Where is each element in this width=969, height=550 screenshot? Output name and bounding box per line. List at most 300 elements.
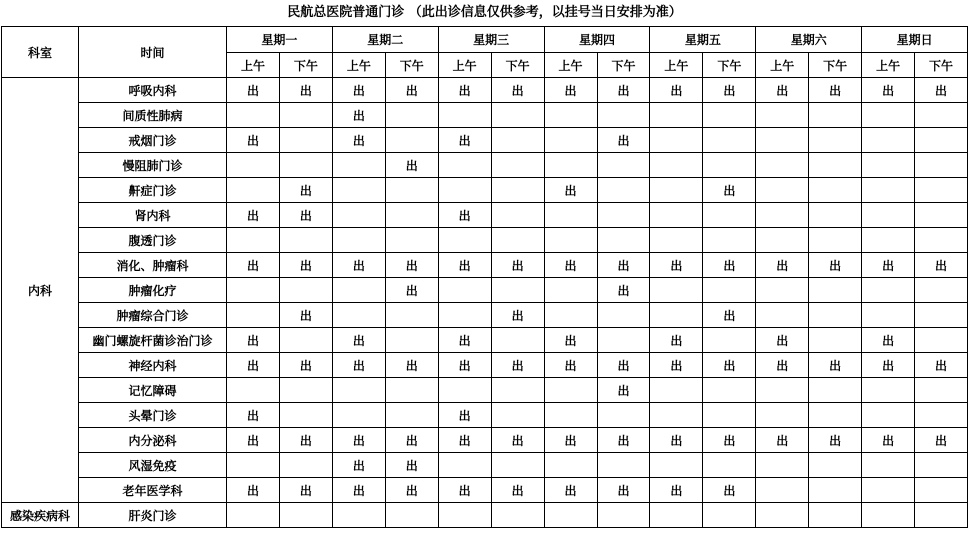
schedule-slot-cell: 出	[597, 378, 650, 403]
morning-header: 上午	[438, 53, 491, 78]
clinic-name-cell: 头晕门诊	[79, 403, 227, 428]
schedule-slot-cell: 出	[597, 478, 650, 503]
schedule-slot-cell	[862, 128, 915, 153]
schedule-slot-cell	[491, 203, 544, 228]
schedule-slot-cell	[332, 303, 385, 328]
schedule-slot-cell	[385, 378, 438, 403]
table-row	[2, 453, 968, 478]
day-header: 星期三	[438, 27, 544, 53]
afternoon-header: 下午	[385, 53, 438, 78]
schedule-slot-cell	[491, 328, 544, 353]
schedule-slot-cell: 出	[438, 428, 491, 453]
clinic-name-cell: 鼾症门诊	[79, 178, 227, 203]
schedule-slot-cell	[915, 103, 968, 128]
schedule-slot-cell	[809, 478, 862, 503]
schedule-slot-cell: 出	[915, 78, 968, 103]
schedule-slot-cell	[332, 403, 385, 428]
schedule-slot-cell	[597, 103, 650, 128]
schedule-slot-cell: 出	[544, 353, 597, 378]
schedule-slot-cell	[227, 103, 280, 128]
schedule-slot-cell: 出	[597, 253, 650, 278]
schedule-slot-cell: 出	[491, 78, 544, 103]
schedule-slot-cell	[385, 228, 438, 253]
schedule-slot-cell: 出	[491, 253, 544, 278]
schedule-slot-cell: 出	[385, 453, 438, 478]
schedule-slot-cell	[862, 178, 915, 203]
schedule-slot-cell	[544, 453, 597, 478]
schedule-slot-cell	[809, 453, 862, 478]
clinic-name-cell: 内分泌科	[79, 428, 227, 453]
clinic-name-cell: 腹透门诊	[79, 228, 227, 253]
schedule-slot-cell	[385, 203, 438, 228]
schedule-slot-cell	[491, 103, 544, 128]
schedule-slot-cell	[438, 103, 491, 128]
schedule-slot-cell: 出	[650, 478, 703, 503]
schedule-slot-cell: 出	[332, 253, 385, 278]
schedule-slot-cell: 出	[385, 353, 438, 378]
table-row	[2, 303, 968, 328]
schedule-slot-cell	[227, 278, 280, 303]
schedule-slot-cell	[279, 103, 332, 128]
schedule-slot-cell: 出	[279, 78, 332, 103]
schedule-slot-cell	[597, 328, 650, 353]
table-row	[2, 228, 968, 253]
schedule-slot-cell	[756, 453, 809, 478]
day-header: 星期六	[756, 27, 862, 53]
schedule-slot-cell: 出	[650, 253, 703, 278]
schedule-slot-cell: 出	[597, 428, 650, 453]
schedule-slot-cell	[544, 203, 597, 228]
schedule-slot-cell: 出	[915, 428, 968, 453]
schedule-slot-cell	[544, 403, 597, 428]
schedule-slot-cell: 出	[862, 253, 915, 278]
schedule-slot-cell: 出	[862, 428, 915, 453]
schedule-slot-cell	[756, 153, 809, 178]
schedule-slot-cell	[703, 403, 756, 428]
schedule-slot-cell	[385, 328, 438, 353]
schedule-slot-cell	[809, 128, 862, 153]
schedule-slot-cell	[703, 378, 756, 403]
schedule-slot-cell: 出	[491, 478, 544, 503]
clinic-name-cell: 消化、肿瘤科	[79, 253, 227, 278]
schedule-slot-cell: 出	[332, 353, 385, 378]
schedule-slot-cell	[332, 378, 385, 403]
table-row	[2, 478, 968, 503]
table-row	[2, 353, 968, 378]
clinic-name-cell: 记忆障碍	[79, 378, 227, 403]
schedule-slot-cell: 出	[703, 478, 756, 503]
schedule-slot-cell	[650, 378, 703, 403]
schedule-slot-cell	[809, 503, 862, 528]
schedule-slot-cell: 出	[279, 303, 332, 328]
schedule-slot-cell	[862, 228, 915, 253]
schedule-slot-cell: 出	[650, 78, 703, 103]
table-row	[2, 178, 968, 203]
schedule-slot-cell	[279, 278, 332, 303]
schedule-slot-cell: 出	[915, 353, 968, 378]
schedule-slot-cell	[227, 153, 280, 178]
schedule-slot-cell: 出	[438, 328, 491, 353]
schedule-slot-cell	[650, 128, 703, 153]
schedule-slot-cell	[491, 453, 544, 478]
schedule-slot-cell: 出	[385, 428, 438, 453]
schedule-slot-cell	[915, 403, 968, 428]
afternoon-header: 下午	[491, 53, 544, 78]
schedule-slot-cell	[279, 503, 332, 528]
schedule-slot-cell	[332, 178, 385, 203]
schedule-slot-cell	[438, 453, 491, 478]
schedule-slot-cell	[332, 203, 385, 228]
schedule-slot-cell: 出	[438, 78, 491, 103]
schedule-slot-cell: 出	[227, 328, 280, 353]
schedule-slot-cell	[915, 328, 968, 353]
schedule-slot-cell	[227, 503, 280, 528]
schedule-slot-cell: 出	[279, 253, 332, 278]
schedule-slot-cell	[227, 228, 280, 253]
schedule-slot-cell: 出	[756, 353, 809, 378]
schedule-slot-cell	[491, 503, 544, 528]
table-row	[2, 153, 968, 178]
schedule-slot-cell: 出	[544, 328, 597, 353]
schedule-slot-cell: 出	[227, 403, 280, 428]
morning-header: 上午	[862, 53, 915, 78]
schedule-slot-cell: 出	[862, 328, 915, 353]
schedule-slot-cell	[809, 278, 862, 303]
department-cell: 感染疾病科	[2, 503, 79, 528]
clinic-schedule-table	[1, 26, 968, 528]
schedule-slot-cell: 出	[650, 328, 703, 353]
table-row	[2, 253, 968, 278]
schedule-slot-cell	[650, 278, 703, 303]
day-header: 星期日	[862, 27, 968, 53]
table-row	[2, 78, 968, 103]
schedule-slot-cell	[703, 503, 756, 528]
schedule-slot-cell: 出	[809, 353, 862, 378]
clinic-name-cell: 老年医学科	[79, 478, 227, 503]
schedule-slot-cell	[385, 103, 438, 128]
clinic-name-cell: 呼吸内科	[79, 78, 227, 103]
schedule-slot-cell	[544, 153, 597, 178]
schedule-slot-cell	[597, 178, 650, 203]
clinic-name-cell: 肝炎门诊	[79, 503, 227, 528]
morning-header: 上午	[227, 53, 280, 78]
schedule-slot-cell	[279, 153, 332, 178]
afternoon-header: 下午	[809, 53, 862, 78]
department-cell: 内科	[2, 78, 79, 503]
schedule-slot-cell: 出	[703, 178, 756, 203]
schedule-slot-cell: 出	[385, 478, 438, 503]
afternoon-header: 下午	[915, 53, 968, 78]
schedule-slot-cell	[544, 128, 597, 153]
schedule-slot-cell: 出	[703, 78, 756, 103]
schedule-slot-cell	[597, 203, 650, 228]
schedule-slot-cell	[650, 103, 703, 128]
clinic-name-cell: 幽门螺旋杆菌诊治门诊	[79, 328, 227, 353]
schedule-slot-cell	[756, 378, 809, 403]
schedule-slot-cell: 出	[544, 78, 597, 103]
morning-header: 上午	[650, 53, 703, 78]
schedule-slot-cell	[915, 478, 968, 503]
schedule-slot-cell	[915, 378, 968, 403]
schedule-slot-cell	[597, 403, 650, 428]
schedule-slot-cell	[438, 178, 491, 203]
schedule-slot-cell: 出	[332, 478, 385, 503]
dept-header: 科室	[2, 27, 79, 78]
schedule-slot-cell: 出	[438, 403, 491, 428]
clinic-name-cell: 肿瘤综合门诊	[79, 303, 227, 328]
schedule-slot-cell: 出	[809, 428, 862, 453]
time-header: 时间	[79, 27, 227, 78]
schedule-slot-cell	[915, 303, 968, 328]
schedule-slot-cell	[385, 403, 438, 428]
schedule-slot-cell: 出	[650, 428, 703, 453]
schedule-slot-cell: 出	[438, 353, 491, 378]
schedule-slot-cell: 出	[544, 428, 597, 453]
clinic-name-cell: 肿瘤化疗	[79, 278, 227, 303]
schedule-slot-cell	[809, 378, 862, 403]
schedule-slot-cell	[703, 278, 756, 303]
schedule-slot-cell: 出	[332, 78, 385, 103]
afternoon-header: 下午	[279, 53, 332, 78]
schedule-slot-cell	[703, 203, 756, 228]
table-row	[2, 128, 968, 153]
schedule-slot-cell	[756, 203, 809, 228]
schedule-slot-cell	[332, 503, 385, 528]
schedule-slot-cell	[809, 153, 862, 178]
schedule-slot-cell	[438, 503, 491, 528]
schedule-slot-cell: 出	[491, 428, 544, 453]
schedule-slot-cell	[385, 178, 438, 203]
schedule-slot-cell	[703, 453, 756, 478]
table-row	[2, 328, 968, 353]
schedule-slot-cell	[703, 328, 756, 353]
clinic-name-cell: 神经内科	[79, 353, 227, 378]
schedule-slot-cell	[491, 228, 544, 253]
schedule-slot-cell	[544, 503, 597, 528]
schedule-slot-cell	[809, 178, 862, 203]
schedule-slot-cell	[915, 278, 968, 303]
schedule-slot-cell	[862, 103, 915, 128]
schedule-slot-cell	[862, 153, 915, 178]
schedule-slot-cell: 出	[544, 478, 597, 503]
schedule-slot-cell: 出	[756, 328, 809, 353]
schedule-slot-cell	[279, 453, 332, 478]
clinic-name-cell: 风湿免疫	[79, 453, 227, 478]
schedule-slot-cell	[703, 228, 756, 253]
schedule-slot-cell	[650, 153, 703, 178]
schedule-slot-cell	[597, 303, 650, 328]
schedule-slot-cell	[491, 403, 544, 428]
schedule-slot-cell: 出	[703, 303, 756, 328]
clinic-name-cell: 慢阻肺门诊	[79, 153, 227, 178]
schedule-slot-cell	[544, 378, 597, 403]
schedule-slot-cell	[597, 153, 650, 178]
schedule-slot-cell: 出	[385, 153, 438, 178]
schedule-slot-cell	[227, 378, 280, 403]
schedule-slot-cell: 出	[279, 353, 332, 378]
schedule-slot-cell	[650, 203, 703, 228]
schedule-slot-cell	[650, 453, 703, 478]
schedule-slot-cell	[756, 178, 809, 203]
schedule-slot-cell	[544, 278, 597, 303]
schedule-slot-cell: 出	[385, 253, 438, 278]
schedule-slot-cell	[438, 278, 491, 303]
schedule-slot-cell	[385, 128, 438, 153]
schedule-slot-cell: 出	[597, 78, 650, 103]
schedule-slot-cell	[915, 128, 968, 153]
schedule-slot-cell: 出	[279, 428, 332, 453]
schedule-slot-cell: 出	[385, 78, 438, 103]
schedule-slot-cell	[809, 328, 862, 353]
schedule-slot-cell	[862, 278, 915, 303]
schedule-slot-cell	[862, 478, 915, 503]
schedule-slot-cell	[491, 153, 544, 178]
table-row	[2, 503, 968, 528]
table-row	[2, 203, 968, 228]
schedule-slot-cell	[862, 453, 915, 478]
schedule-slot-cell	[703, 153, 756, 178]
schedule-slot-cell	[703, 128, 756, 153]
schedule-slot-cell	[756, 303, 809, 328]
schedule-slot-cell	[650, 403, 703, 428]
table-row	[2, 428, 968, 453]
schedule-slot-cell	[491, 278, 544, 303]
schedule-slot-cell	[756, 228, 809, 253]
schedule-slot-cell	[597, 503, 650, 528]
schedule-slot-cell	[385, 303, 438, 328]
schedule-slot-cell: 出	[650, 353, 703, 378]
schedule-slot-cell	[862, 403, 915, 428]
morning-header: 上午	[332, 53, 385, 78]
schedule-slot-cell	[862, 378, 915, 403]
schedule-slot-cell: 出	[703, 353, 756, 378]
schedule-slot-cell: 出	[597, 278, 650, 303]
schedule-slot-cell: 出	[862, 353, 915, 378]
schedule-slot-cell: 出	[438, 478, 491, 503]
schedule-slot-cell	[227, 303, 280, 328]
schedule-slot-cell	[491, 178, 544, 203]
schedule-slot-cell: 出	[332, 428, 385, 453]
schedule-slot-cell	[756, 278, 809, 303]
schedule-slot-cell: 出	[756, 428, 809, 453]
schedule-slot-cell: 出	[332, 328, 385, 353]
schedule-slot-cell: 出	[332, 128, 385, 153]
schedule-slot-cell	[597, 228, 650, 253]
schedule-slot-cell	[756, 478, 809, 503]
schedule-slot-cell	[491, 378, 544, 403]
schedule-slot-cell	[650, 178, 703, 203]
schedule-slot-cell	[438, 153, 491, 178]
schedule-slot-cell	[279, 128, 332, 153]
schedule-slot-cell: 出	[227, 428, 280, 453]
schedule-slot-cell	[809, 303, 862, 328]
schedule-slot-cell: 出	[544, 253, 597, 278]
schedule-slot-cell	[385, 503, 438, 528]
schedule-slot-cell: 出	[385, 278, 438, 303]
schedule-slot-cell	[862, 503, 915, 528]
table-row	[2, 103, 968, 128]
schedule-slot-cell	[438, 303, 491, 328]
schedule-slot-cell	[809, 203, 862, 228]
schedule-slot-cell	[227, 178, 280, 203]
schedule-slot-cell	[491, 128, 544, 153]
schedule-slot-cell	[332, 228, 385, 253]
schedule-slot-cell: 出	[332, 453, 385, 478]
schedule-slot-cell	[279, 378, 332, 403]
schedule-slot-cell	[915, 178, 968, 203]
schedule-slot-cell	[227, 453, 280, 478]
schedule-slot-cell: 出	[438, 203, 491, 228]
schedule-slot-cell: 出	[227, 203, 280, 228]
schedule-slot-cell	[756, 128, 809, 153]
table-row	[2, 403, 968, 428]
schedule-slot-cell: 出	[544, 178, 597, 203]
schedule-slot-cell: 出	[279, 203, 332, 228]
morning-header: 上午	[756, 53, 809, 78]
schedule-slot-cell: 出	[227, 78, 280, 103]
schedule-slot-cell	[756, 503, 809, 528]
schedule-slot-cell	[544, 303, 597, 328]
schedule-slot-cell	[756, 403, 809, 428]
day-header: 星期四	[544, 27, 650, 53]
schedule-slot-cell	[862, 303, 915, 328]
clinic-name-cell: 间质性肺病	[79, 103, 227, 128]
clinic-name-cell: 戒烟门诊	[79, 128, 227, 153]
schedule-slot-cell: 出	[809, 78, 862, 103]
schedule-slot-cell: 出	[809, 253, 862, 278]
day-header: 星期一	[227, 27, 333, 53]
morning-header: 上午	[544, 53, 597, 78]
schedule-slot-cell: 出	[915, 253, 968, 278]
clinic-name-cell: 肾内科	[79, 203, 227, 228]
schedule-slot-cell	[915, 228, 968, 253]
schedule-slot-cell: 出	[597, 128, 650, 153]
schedule-slot-cell: 出	[703, 428, 756, 453]
schedule-slot-cell	[915, 503, 968, 528]
schedule-slot-cell: 出	[279, 478, 332, 503]
schedule-slot-cell: 出	[703, 253, 756, 278]
schedule-slot-cell	[650, 303, 703, 328]
schedule-slot-cell	[809, 103, 862, 128]
schedule-slot-cell	[544, 228, 597, 253]
schedule-slot-cell: 出	[862, 78, 915, 103]
schedule-slot-cell: 出	[332, 103, 385, 128]
schedule-slot-cell: 出	[438, 253, 491, 278]
schedule-slot-cell	[915, 453, 968, 478]
schedule-slot-cell	[438, 378, 491, 403]
schedule-slot-cell	[650, 228, 703, 253]
schedule-slot-cell: 出	[756, 78, 809, 103]
schedule-slot-cell: 出	[597, 353, 650, 378]
schedule-slot-cell	[915, 203, 968, 228]
page-title: 民航总医院普通门诊 （此出诊信息仅供参考，以挂号当日安排为准）	[287, 5, 682, 20]
schedule-slot-cell	[809, 403, 862, 428]
schedule-slot-cell: 出	[227, 353, 280, 378]
schedule-slot-cell	[862, 203, 915, 228]
schedule-slot-cell	[756, 103, 809, 128]
schedule-slot-cell: 出	[227, 478, 280, 503]
schedule-slot-cell	[332, 153, 385, 178]
schedule-slot-cell	[915, 153, 968, 178]
schedule-slot-cell: 出	[227, 253, 280, 278]
schedule-slot-cell	[438, 228, 491, 253]
afternoon-header: 下午	[703, 53, 756, 78]
schedule-slot-cell	[597, 453, 650, 478]
schedule-slot-cell	[279, 403, 332, 428]
schedule-slot-cell	[544, 103, 597, 128]
schedule-slot-cell	[650, 503, 703, 528]
schedule-slot-cell	[279, 228, 332, 253]
